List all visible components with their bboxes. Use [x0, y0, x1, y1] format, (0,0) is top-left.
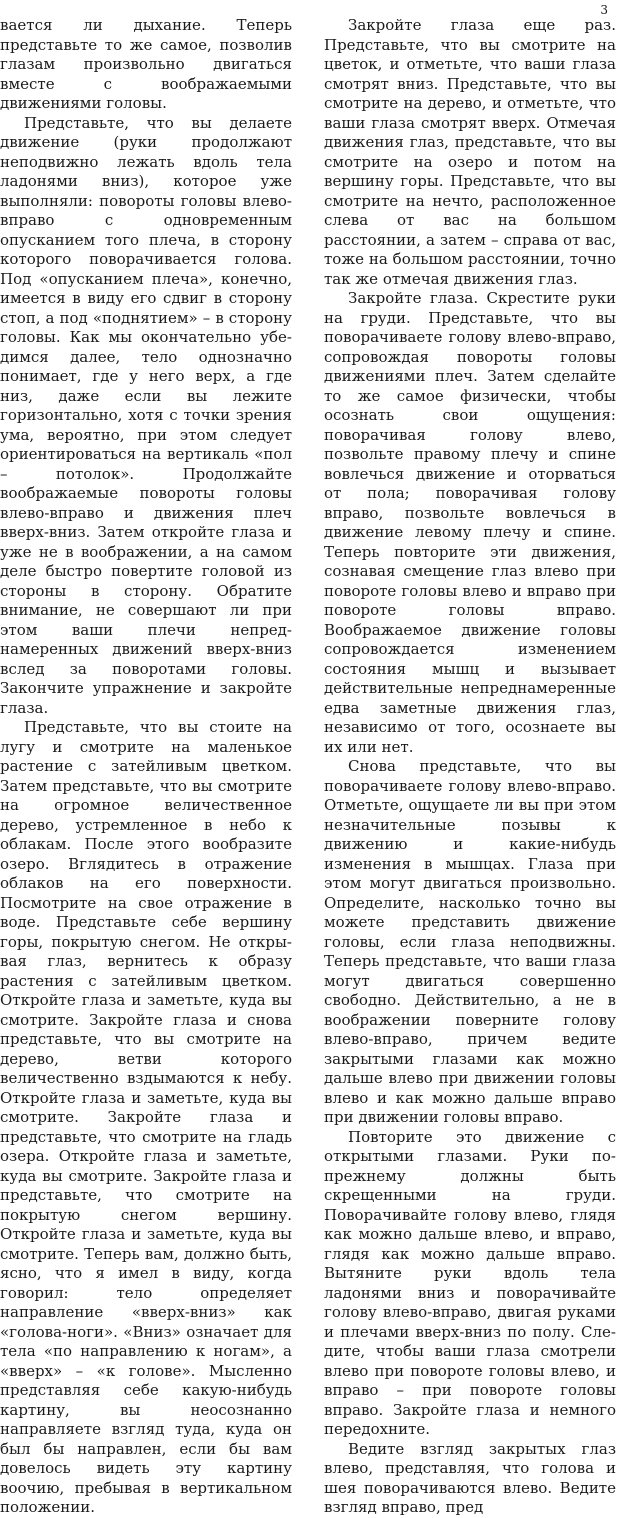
paragraph: Закройте глаза еще раз. Представьте, что вы смотрите на цветок, и отметьте, что ваши глаза смотрят вниз. Представьте, что вы смотрите на дерево, и отметьте, что ваши глаза смотрят вверх. Отмечая движения глаз, представьте, что вы смотрите на озеро и потом на вершину горы. Представьте, что вы смотрите на нечто, расположенное слева от вас на большом расстоянии, а затем – справа от вас, тоже на большом расстоянии, точно так же отмечая движения глаз. — [324, 16, 616, 288]
paragraph: Представьте, что вы делаете движение (руки продолжают неподвижно лежать вдоль тела ладонями вниз), которое уже выполняли: повороты головы влево-вправо с одновременным опусканием того плеча, в сторону которого поворачивается голова. Под «опусканием плеча», конечно, имеется в виду его сдвиг в сторону стоп, а под «поднятием» – в сторону головы. Как мы окончательно убедимся далее, тело однозначно понимает, где у него верх, а где низ, даже если вы лежите горизонтально, хотя с точки зрения ума, вероятно, при этом следует ориентироваться на вертикаль «пол – потолок». Продолжайте воображаемые повороты головы влево-вправо и движения плеч вверх-вниз. Затем откройте глаза и уже не в воображении, а на самом деле быстро повертите головой из стороны в сторону. Обратите внимание, не совершают ли при этом ваши плечи непреднамеренных движений вверх-вниз вслед за поворотами головы. Закончите упражнение и закройте глаза. — [0, 113, 292, 717]
paragraph: Повторите это движение с открытыми глазами. Руки по-прежнему должны быть скрещенными на груди. Поворачивайте голову влево, глядя как можно дальше влево, и вправо, глядя как можно дальше вправо. Вытяните руки вдоль тела ладонями вниз и поворачивайте голову влево-вправо, двигая руками и плечами вверх-вниз по полу. Следите, чтобы ваши глаза смотрели влево при повороте головы влево, и вправо – при повороте головы вправо. Закройте глаза и немного передохните. — [324, 1127, 616, 1438]
paragraph: вается ли дыхание. Теперь представьте то же самое, позволив глазам произвольно двигаться вместе с воображаемыми движениями головы. — [0, 16, 292, 112]
left-column — [0, 16, 292, 1518]
paragraph: Ведите взгляд закрытых глаз влево, представляя, что голова и шея поворачиваются влево. Ведите взгляд вправо, пред — [324, 1439, 616, 1516]
page-number: 3 — [600, 3, 608, 17]
paragraph: Снова представьте, что вы поворачиваете голову влево-вправо. Отметьте, ощущаете ли вы при этом незначительные позывы к движению и какие-нибудь изменения в мышцах. Глаза при этом могут двигаться произвольно. Определите, насколько точно вы можете представить движение головы, если глаза неподвижны. Теперь представьте, что ваши глаза могут двигаться совершенно свободно. Действительно, а не в воображении поверните голову влево-вправо, причем ведите закрытыми глазами как можно дальше влево при движении головы влево и как можно дальше вправо при движении головы вправо. — [324, 757, 616, 1126]
paragraph: Представьте, что вы стоите на лугу и смотрите на маленькое растение с затейливым цветком. Затем представьте, что вы смотрите на огромное величественное дерево, устремленное в небо к облакам. После этого вообразите озеро. Вглядитесь в отражение облаков на его поверхности. Посмотрите на свое отражение в воде. Представьте себе вершину горы, покрытую снегом. Не открывая глаз, вернитесь к образу растения с затейливым цветком. Откройте глаза и заметьте, куда вы смотрите. Закройте глаза и снова представьте, что вы смотрите на дерево, ветви которого величественно вздымаются к небу. Откройте глаза и заметьте, куда вы смотрите. Закройте глаза и представьте, что смотрите на гладь озера. Откройте глаза и заметьте, куда вы смотрите. Закройте глаза и представьте, что смотрите на покрытую снегом вершину. Откройте глаза и заметьте, куда вы смотрите. Теперь вам, должно быть, ясно, что я имел в виду, когда говорил: тело определяет направление «вверх-вниз» как «голова-ноги». «Вниз» означает для тела «по направлению к ногам», а «вверх» – «к голове». Мысленно представляя себе какую-нибудь картину, вы неосознанно направляете взгляд туда, куда он был бы направлен, если бы вам довелось видеть эту картину воочию, пребывая в вертикальном положении. — [0, 718, 292, 1516]
paragraph: Закройте глаза. Скрестите руки на груди. Представьте, что вы поворачиваете голову влево-вправо, сопровождая повороты головы движениями плеч. Затем сделайте то же самое физически, чтобы осознать свои ощущения: поворачивая голову влево, позвольте правому плечу и спине вовлечься движение и оторваться от пола; поворачивая голову вправо, позвольте вовлечься в движение левому плечу и спине. Теперь повторите эти движения, сознавая смещение глаз влево при повороте головы влево и вправо при повороте головы вправо. Воображаемое движение головы сопровождается изменением состояния мышц и вызывает действительные непреднамеренные едва заметные движения глаз, независимо от того, осознаете вы их или нет. — [324, 289, 616, 756]
right-column — [324, 16, 616, 1518]
